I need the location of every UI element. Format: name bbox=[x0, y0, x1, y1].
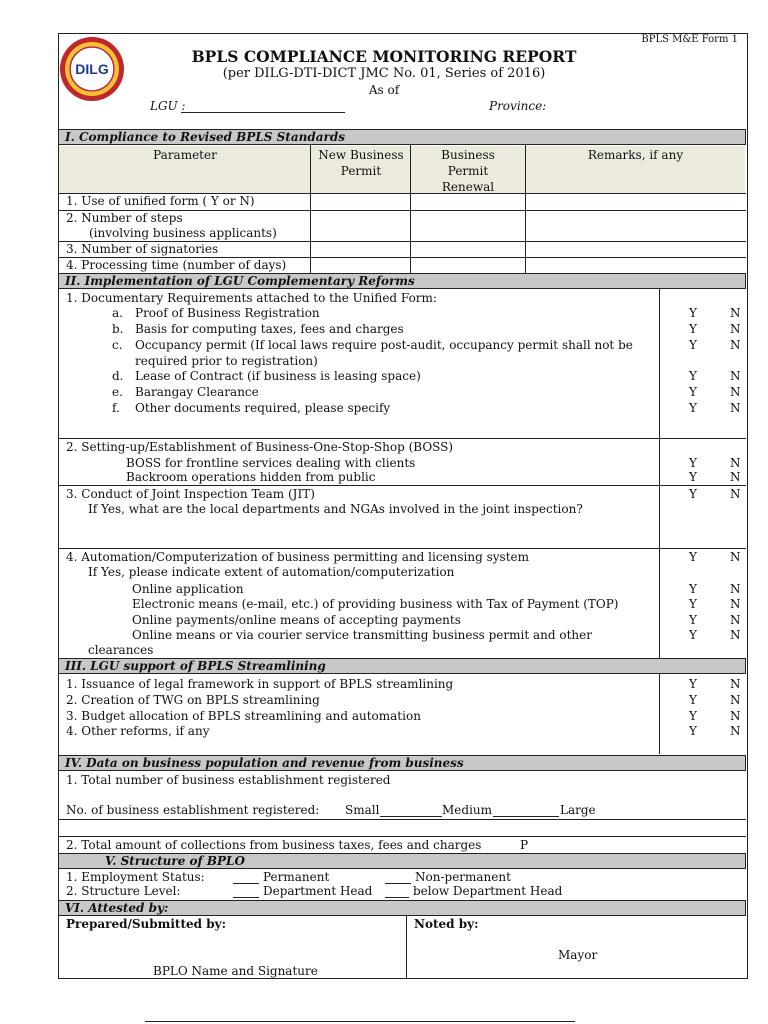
s2-yn-divider bbox=[659, 289, 660, 438]
yes-option[interactable]: Y bbox=[689, 613, 697, 627]
s2-online-application: Online application bbox=[132, 582, 244, 596]
s2-yn-divider bbox=[659, 438, 660, 548]
s4-peso-sign: P bbox=[520, 838, 529, 852]
s2-item-automation: 4. Automation/Computerization of business permitting and licensing system bbox=[66, 550, 530, 564]
no-option[interactable]: N bbox=[730, 306, 741, 320]
s1-row-steps: 2. Number of steps bbox=[66, 211, 183, 225]
section-4-header: IV. Data on business population and revenue from business bbox=[58, 755, 746, 771]
no-option[interactable]: N bbox=[730, 385, 741, 399]
no-option[interactable]: N bbox=[730, 709, 741, 723]
s4-small-input-line[interactable] bbox=[380, 816, 442, 817]
s5-dept-head-input[interactable] bbox=[233, 897, 259, 898]
no-option[interactable]: N bbox=[730, 322, 741, 336]
no-option[interactable]: N bbox=[730, 582, 741, 596]
yes-option[interactable]: Y bbox=[689, 487, 697, 501]
s4-small-label: Small bbox=[345, 803, 380, 817]
yes-option[interactable]: Y bbox=[689, 322, 697, 336]
s2-sub-marker: a. bbox=[112, 306, 123, 320]
no-option[interactable]: N bbox=[730, 693, 741, 707]
section-1-header: I. Compliance to Revised BPLS Standards bbox=[58, 129, 746, 145]
s6-noted-by: Noted by: bbox=[414, 917, 479, 931]
s5-nonpermanent-input[interactable] bbox=[385, 883, 411, 884]
s2-item-documentary: 1. Documentary Requirements attached to the Unified Form: bbox=[66, 291, 437, 305]
col-remarks: Remarks, if any bbox=[587, 148, 684, 162]
no-option[interactable]: N bbox=[730, 456, 741, 470]
s1-line bbox=[58, 210, 746, 211]
page-title: BPLS COMPLIANCE MONITORING REPORT bbox=[191, 47, 577, 66]
no-option[interactable]: N bbox=[730, 338, 741, 352]
s3-budget: 3. Budget allocation of BPLS streamlining and automation bbox=[66, 709, 421, 723]
yes-option[interactable]: Y bbox=[689, 550, 697, 564]
yes-option[interactable]: Y bbox=[689, 628, 697, 642]
s2-sub-marker: d. bbox=[112, 369, 124, 383]
yes-option[interactable]: Y bbox=[689, 470, 697, 484]
no-option[interactable]: N bbox=[730, 724, 741, 738]
col-renewal-1: Business bbox=[441, 148, 495, 162]
col-renewal-3: Renewal bbox=[441, 180, 495, 194]
s4-line bbox=[58, 836, 746, 837]
yes-option[interactable]: Y bbox=[689, 338, 697, 352]
s5-nonpermanent: Non-permanent bbox=[415, 870, 511, 884]
yes-option[interactable]: Y bbox=[689, 693, 697, 707]
yes-option[interactable]: Y bbox=[689, 582, 697, 596]
section-5-header: V. Structure of BPLO bbox=[58, 853, 746, 869]
yes-option[interactable]: Y bbox=[689, 709, 697, 723]
s5-employment-status: 1. Employment Status: bbox=[66, 870, 205, 884]
no-option[interactable]: N bbox=[730, 369, 741, 383]
s6-divider bbox=[406, 916, 407, 979]
no-option[interactable]: N bbox=[730, 677, 741, 691]
yes-option[interactable]: Y bbox=[689, 369, 697, 383]
s1-row-signatories: 3. Number of signatories bbox=[66, 242, 219, 256]
s5-below-dept-head: below Department Head bbox=[413, 884, 563, 898]
s2-clearances: clearances bbox=[88, 643, 154, 657]
s1-row-unified-form: 1. Use of unified form ( Y or N) bbox=[66, 194, 255, 208]
no-option[interactable]: N bbox=[730, 613, 741, 627]
s4-large-label: Large bbox=[560, 803, 596, 817]
s1-col-divider bbox=[525, 145, 526, 273]
s2-sub-occupancy-cont: required prior to registration) bbox=[135, 354, 318, 368]
s2-online-courier: Online means or via courier service transmitting business permit and other bbox=[132, 628, 592, 642]
s2-sub-marker: f. bbox=[112, 401, 120, 415]
s1-row-steps-sub: (involving business applicants) bbox=[89, 226, 277, 240]
s2-jit-sub: If Yes, what are the local departments and NGAs involved in the joint inspection? bbox=[88, 502, 583, 516]
s5-permanent: Permanent bbox=[263, 870, 330, 884]
s1-line bbox=[58, 257, 746, 258]
s6-prepared-by: Prepared/Submitted by: bbox=[66, 917, 226, 931]
s6-mayor: Mayor bbox=[558, 948, 598, 962]
yes-option[interactable]: Y bbox=[689, 724, 697, 738]
s2-line bbox=[58, 548, 746, 549]
as-of-label: As of bbox=[368, 83, 400, 97]
page-bottom-rule bbox=[145, 1021, 575, 1022]
no-option[interactable]: N bbox=[730, 401, 741, 415]
s2-sub-basis-taxes: Basis for computing taxes, fees and charges bbox=[135, 322, 404, 336]
yes-option[interactable]: Y bbox=[689, 677, 697, 691]
s5-permanent-input[interactable] bbox=[233, 883, 259, 884]
s2-sub-proof-registration: Proof of Business Registration bbox=[135, 306, 320, 320]
s2-item-boss: 2. Setting-up/Establishment of Business-One-Stop-Shop (BOSS) bbox=[66, 440, 454, 454]
col-new-permit-2: Permit bbox=[340, 164, 382, 178]
no-option[interactable]: N bbox=[730, 550, 741, 564]
s4-total-collections: 2. Total amount of collections from business taxes, fees and charges bbox=[66, 838, 482, 852]
s2-online-payments: Online payments/online means of accepting payments bbox=[132, 613, 461, 627]
s1-row-processing-time: 4. Processing time (number of days) bbox=[66, 258, 287, 272]
lgu-input-line[interactable] bbox=[181, 112, 345, 113]
s2-automation-sub: If Yes, please indicate extent of automation/computerization bbox=[88, 565, 455, 579]
section-3-header: III. LGU support of BPLS Streamlining bbox=[58, 658, 746, 674]
s2-sub-other-docs: Other documents required, please specify bbox=[135, 401, 391, 415]
col-parameter: Parameter bbox=[153, 148, 217, 162]
s4-registered-label: No. of business establishment registered: bbox=[66, 803, 320, 817]
s2-sub-lease: Lease of Contract (if business is leasing space) bbox=[135, 369, 421, 383]
s2-boss-frontline: BOSS for frontline services dealing with clients bbox=[126, 456, 416, 470]
yes-option[interactable]: Y bbox=[689, 401, 697, 415]
section-2-header: II. Implementation of LGU Complementary Reforms bbox=[58, 273, 746, 289]
no-option[interactable]: N bbox=[730, 470, 741, 484]
no-option[interactable]: N bbox=[730, 597, 741, 611]
yes-option[interactable]: Y bbox=[689, 306, 697, 320]
s1-line bbox=[58, 241, 746, 242]
s2-yn-divider bbox=[659, 548, 660, 658]
s4-total-registered: 1. Total number of business establishment registered bbox=[66, 773, 391, 787]
province-label: Province: bbox=[489, 99, 547, 113]
s2-sub-marker: e. bbox=[112, 385, 123, 399]
s3-twg: 2. Creation of TWG on BPLS streamlining bbox=[66, 693, 320, 707]
s4-medium-input-line[interactable] bbox=[493, 816, 559, 817]
s3-other-reforms: 4. Other reforms, if any bbox=[66, 724, 210, 738]
no-option[interactable]: N bbox=[730, 487, 741, 501]
s2-sub-occupancy: Occupancy permit (If local laws require post-audit, occupancy permit shall not be bbox=[135, 338, 633, 352]
col-new-permit-1: New Business bbox=[318, 148, 404, 162]
s5-structure-level: 2. Structure Level: bbox=[66, 884, 181, 898]
logo-text: DILG bbox=[75, 61, 109, 77]
s2-sub-marker: b. bbox=[112, 322, 124, 336]
yes-option[interactable]: Y bbox=[689, 597, 697, 611]
s3-yn-divider bbox=[659, 674, 660, 754]
s3-legal-framework: 1. Issuance of legal framework in support of BPLS streamlining bbox=[66, 677, 454, 691]
s2-boss-backroom: Backroom operations hidden from public bbox=[126, 470, 376, 484]
s2-line bbox=[58, 438, 746, 439]
yes-option[interactable]: Y bbox=[689, 385, 697, 399]
form-number: BPLS M&E Form 1 bbox=[641, 34, 738, 45]
no-option[interactable]: N bbox=[730, 628, 741, 642]
s2-sub-barangay: Barangay Clearance bbox=[135, 385, 259, 399]
s5-dept-head: Department Head bbox=[263, 884, 373, 898]
s1-col-divider bbox=[410, 145, 411, 273]
s5-below-dept-head-input[interactable] bbox=[385, 897, 409, 898]
s2-line bbox=[58, 485, 746, 486]
s2-sub-marker: c. bbox=[112, 338, 123, 352]
s4-medium-label: Medium bbox=[442, 803, 493, 817]
s2-item-jit: 3. Conduct of Joint Inspection Team (JIT) bbox=[66, 487, 315, 501]
page-subtitle: (per DILG-DTI-DICT JMC No. 01, Series of 2016) bbox=[222, 66, 546, 81]
s4-line bbox=[58, 819, 746, 820]
section-6-header: VI. Attested by: bbox=[58, 900, 746, 916]
s6-bplo-signature: BPLO Name and Signature bbox=[153, 964, 318, 978]
s1-col-divider bbox=[310, 145, 311, 273]
col-renewal-2: Permit bbox=[447, 164, 489, 178]
lgu-label: LGU : bbox=[150, 99, 186, 113]
s2-electronic-top: Electronic means (e-mail, etc.) of providing business with Tax of Payment (TOP) bbox=[132, 597, 619, 611]
yes-option[interactable]: Y bbox=[689, 456, 697, 470]
s1-line bbox=[58, 193, 746, 194]
